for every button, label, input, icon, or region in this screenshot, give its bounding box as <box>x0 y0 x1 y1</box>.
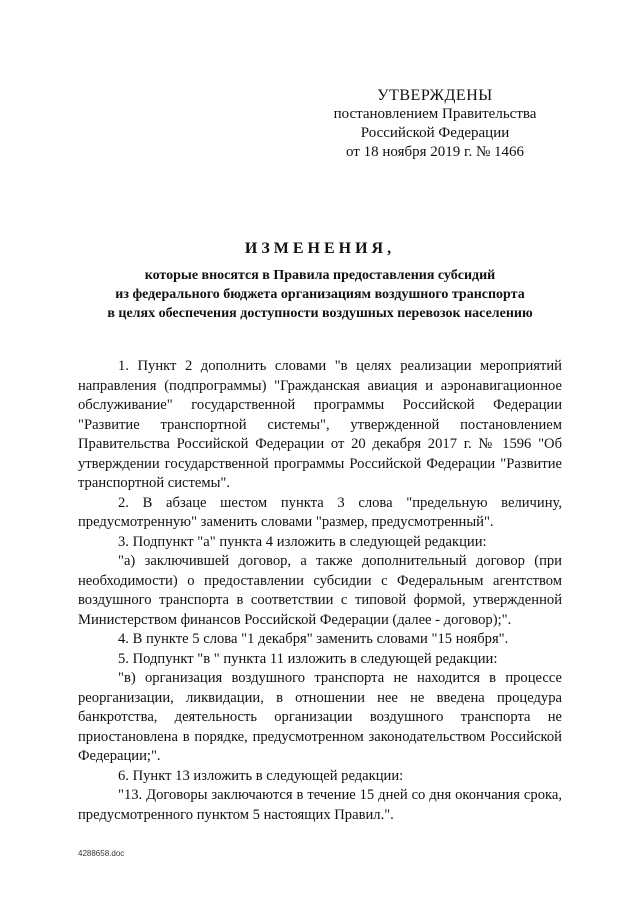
paragraph-3: 3. Подпункт "а" пункта 4 изложить в следующей редакции: <box>118 533 487 550</box>
document-subtitle <box>60 266 580 323</box>
approval-stamp <box>320 86 550 162</box>
paragraph-1: 1. Пункт 2 дополнить словами "в целях реализации мероприятий направления (подпрограммы) "Гражданская авиация и аэронавигационное обслуживание" государственной программы Российской Федерации "Развитие транспортной системы", утвержденной постановлением Правительства Российской Федерации от 20 декабря 2017 г. № 1596 "Об утверждении государственной программы Российской Федерации "Развитие транспортной системы". <box>78 358 562 491</box>
approval-heading: УТВЕРЖДЕНЫ <box>377 87 493 104</box>
subtitle-line-2: из федерального бюджета организациям воздушного транспорта <box>115 287 525 302</box>
approval-line-1: постановлением Правительства <box>333 106 537 122</box>
subtitle-line-3: в целях обеспечения доступности воздушных перевозок населению <box>107 306 533 321</box>
paragraph-6: 5. Подпункт "в " пункта 11 изложить в следующей редакции: <box>118 650 498 667</box>
document-title: ИЗМЕНЕНИЯ, <box>244 240 396 257</box>
paragraph-2: 2. В абзаце шестом пункта 3 слова "предельную величину, предусмотренную" заменить словами "размер, предусмотренный". <box>78 494 562 530</box>
approval-line-3: от 18 ноября 2019 г. № 1466 <box>345 144 525 160</box>
subtitle-line-1: которые вносятся в Правила предоставления субсидий <box>144 268 496 283</box>
paragraph-5: 4. В пункте 5 слова "1 декабря" заменить словами "15 ноября". <box>118 631 509 647</box>
paragraph-8: 6. Пункт 13 изложить в следующей редакции: <box>118 767 404 784</box>
document-body <box>78 357 562 825</box>
paragraph-9: "13. Договоры заключаются в течение 15 дней со дня окончания срока, предусмотренного пунктом 5 настоящих Правил.". <box>78 787 562 823</box>
approval-line-2: Российской Федерации <box>360 125 510 141</box>
paragraph-7: "в) организация воздушного транспорта не находится в процессе реорганизации, ликвидации, в отношении нее не введена процедура банкротства, деятельность организации воздушного транспорта не приостановлена в порядке, предусмотренном законодательством Российской Федерации;". <box>78 670 562 764</box>
paragraph-4: "а) заключившей договор, а также дополнительный договор (при необходимости) о предоставлении субсидии с Федеральным агентством воздушного транспорта в соответствии с типовой формой, утвержденной Министерством финансов Российской Федерации (далее - договор);". <box>78 553 562 628</box>
file-name-footer: 4288658.doc <box>78 849 125 858</box>
